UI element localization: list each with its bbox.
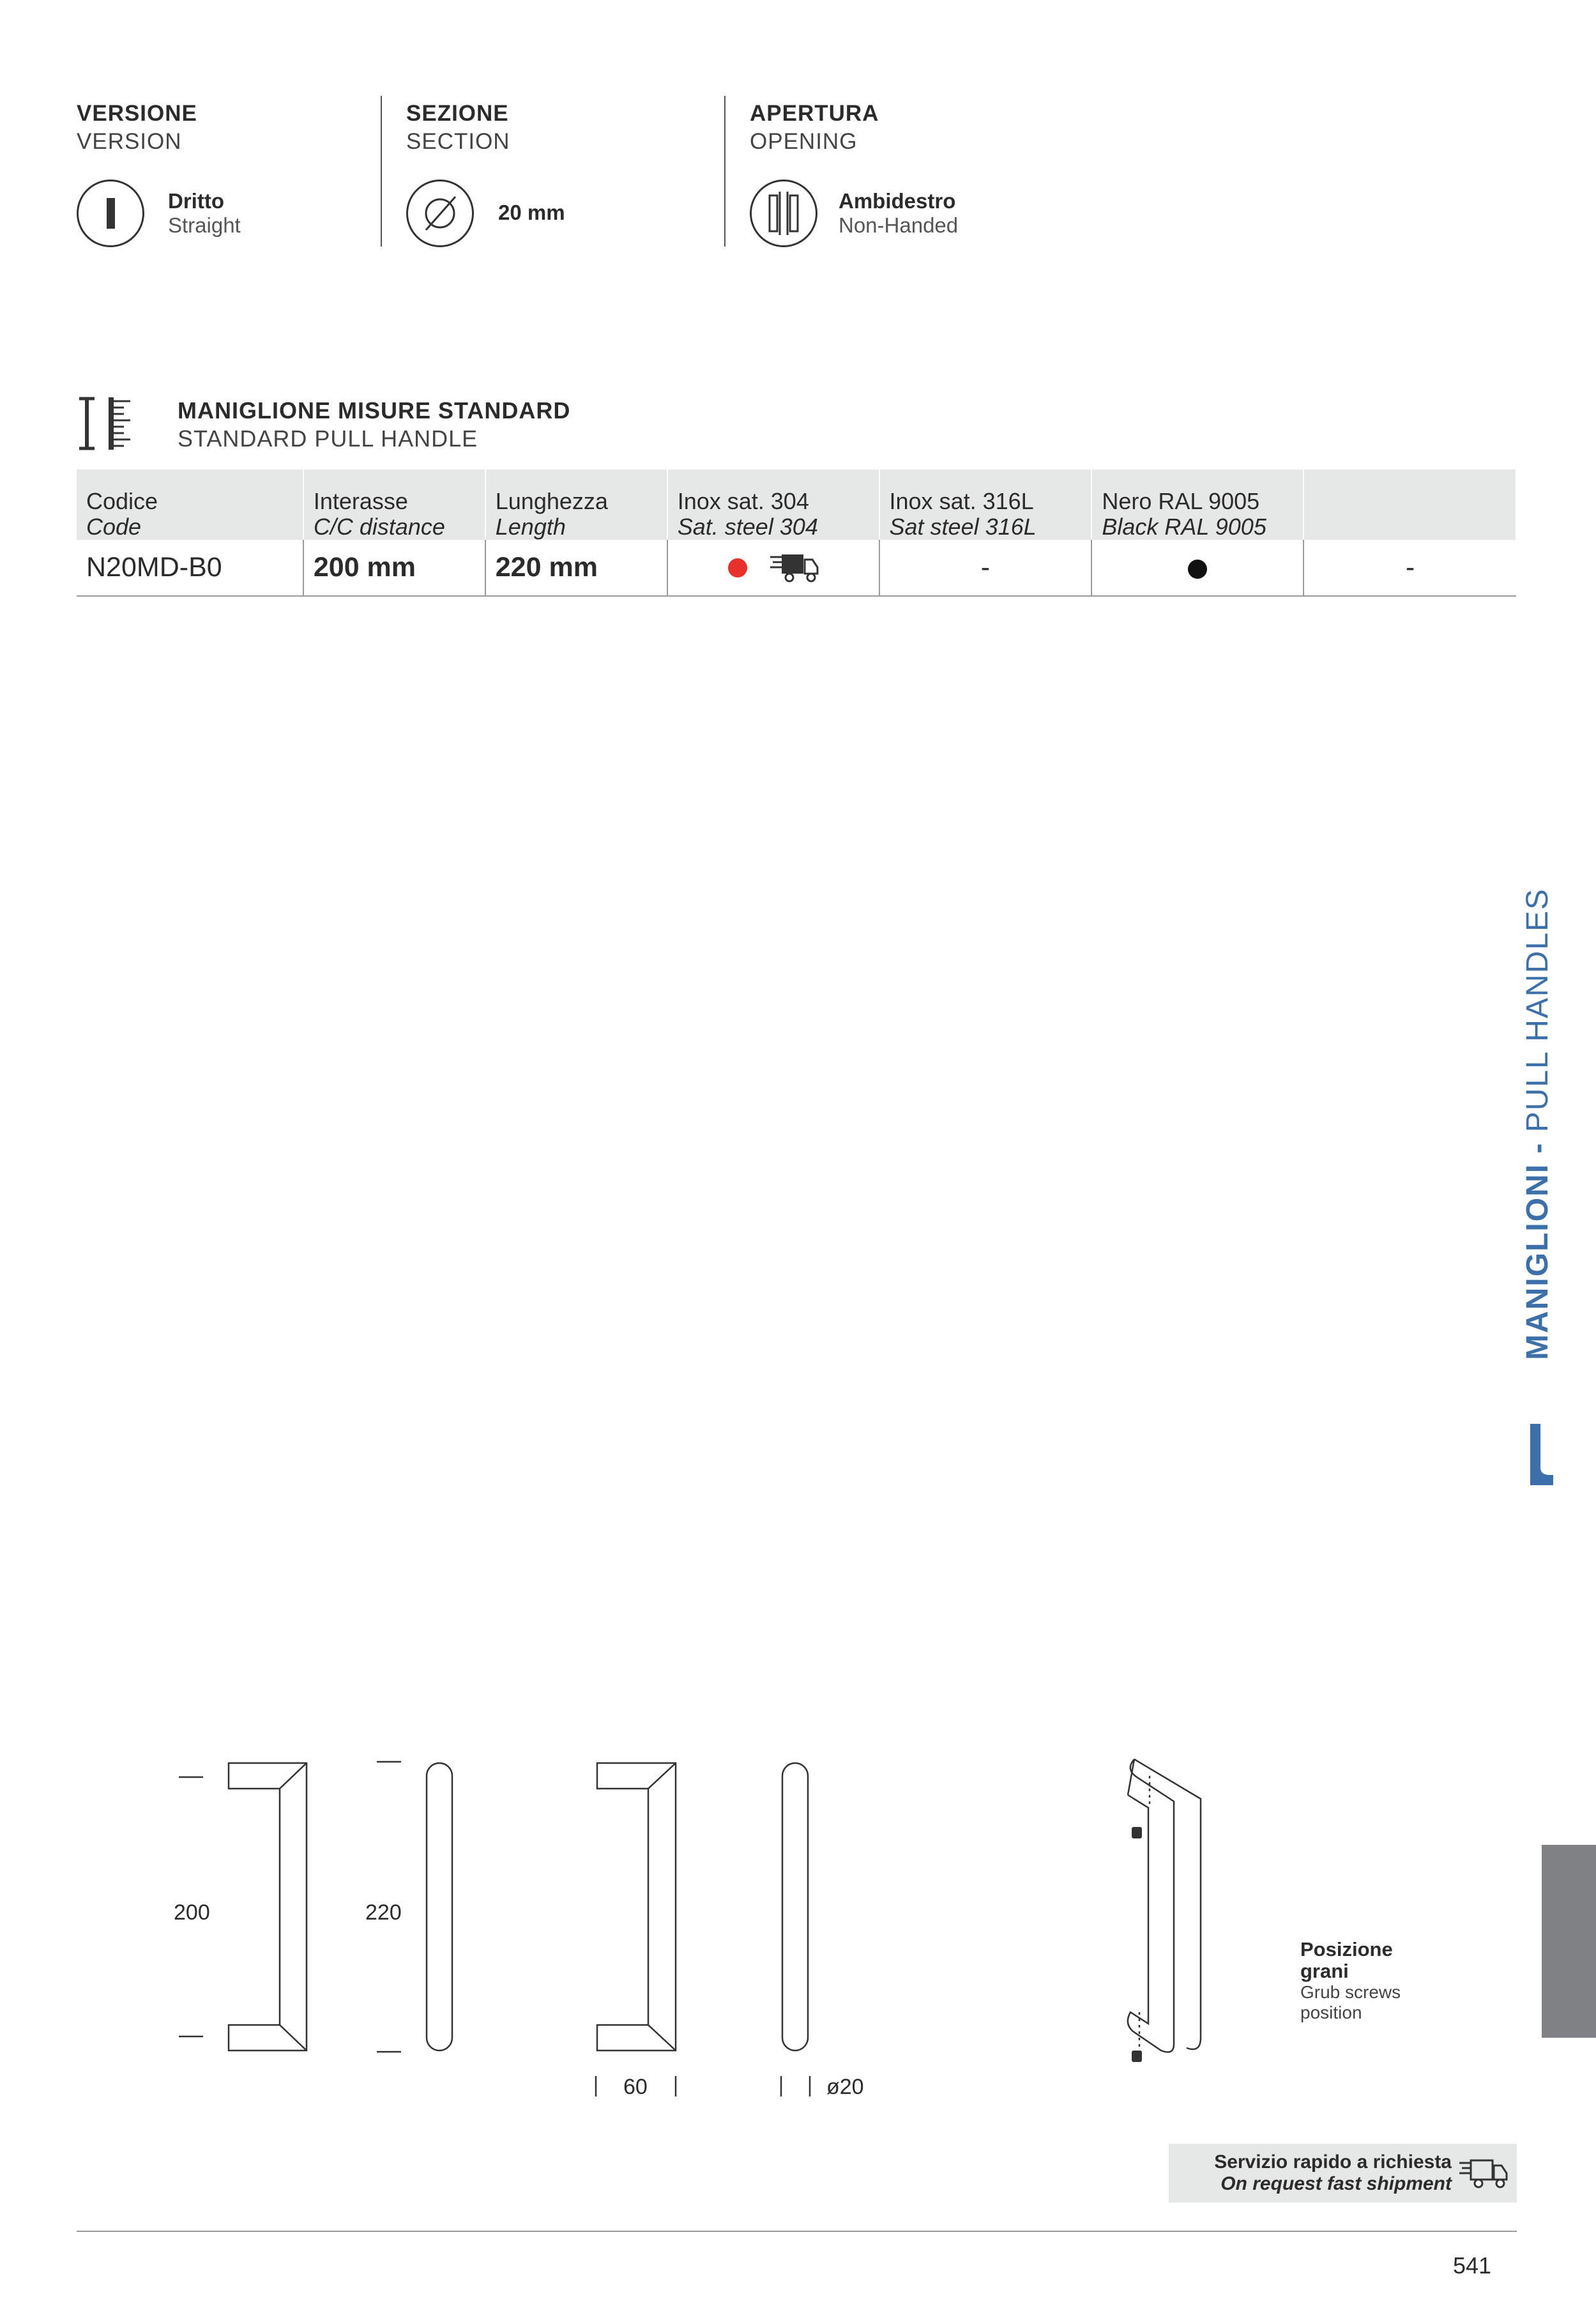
- cell-cc: 200 mm: [303, 540, 485, 596]
- straight-bar-icon: [77, 179, 144, 247]
- section-subtitle: SECTION: [406, 129, 510, 154]
- page-number: 541: [1453, 2252, 1492, 2279]
- double-door-icon: [750, 179, 817, 247]
- red-availability-dot: [728, 558, 747, 577]
- grub-sub-1: Grub screws: [1300, 1982, 1401, 2002]
- spec-table: [77, 470, 1517, 597]
- opening-subtitle: OPENING: [750, 129, 858, 154]
- fast-shipment-note: [1169, 2144, 1517, 2203]
- table-header-row: [77, 470, 1516, 540]
- front-height-label: 200: [174, 1900, 210, 1925]
- grub-sub-2: position: [1300, 2003, 1362, 2022]
- side-category-label: [1520, 888, 1565, 1399]
- technical-drawings: [160, 1744, 901, 2102]
- fast-shipment-truck-icon: [769, 552, 819, 584]
- column-header-black: Nero RAL 9005 Black RAL 9005: [1091, 470, 1303, 540]
- version-option-title: Dritto: [168, 189, 224, 213]
- perspective-handle-drawing: [1111, 1750, 1213, 2070]
- column-header-inox316: Inox sat. 316L Sat steel 316L: [879, 470, 1092, 540]
- cell-black: [1091, 540, 1303, 596]
- page-tab-marker: [1542, 1845, 1596, 2038]
- opening-option-subtitle: Non-Handed: [839, 213, 959, 237]
- header-divider: [381, 96, 382, 247]
- opening-option-title: Ambidestro: [839, 189, 956, 213]
- black-availability-dot: [1188, 560, 1207, 579]
- header-divider: [724, 96, 726, 247]
- version-subtitle: VERSION: [77, 129, 182, 154]
- column-header-code: Codice Code: [77, 470, 303, 540]
- handle-category-icon: [1528, 1421, 1560, 1488]
- opening-title: APERTURA: [750, 101, 879, 126]
- cell-extra: -: [1303, 540, 1516, 596]
- column-header-length: Lunghezza Length: [485, 470, 667, 540]
- grub-title-2: grani: [1300, 1960, 1349, 1982]
- table-row: [77, 540, 1516, 596]
- column-header-extra: [1303, 470, 1516, 540]
- grub-screws-caption: [1300, 1939, 1401, 2023]
- column-header-cc: Interasse C/C distance: [303, 470, 485, 540]
- footer-divider: [77, 2231, 1517, 2232]
- dimension-ruler-icon: [77, 396, 134, 451]
- standard-section-subtitle: STANDARD PULL HANDLE: [178, 425, 478, 452]
- grub-title-1: Posizione: [1300, 1938, 1393, 1960]
- cell-inox316: -: [879, 540, 1092, 596]
- diameter-label: ø20: [826, 2075, 864, 2099]
- column-header-inox304: Inox sat. 304 Sat. steel 304: [667, 470, 879, 540]
- diameter-icon: [406, 179, 474, 247]
- section-option-title: 20 mm: [498, 201, 565, 224]
- fast-shipment-line-2: On request fast shipment: [1220, 2173, 1452, 2194]
- fast-shipment-line-1: Servizio rapido a richiesta: [1214, 2151, 1452, 2173]
- section-title: SEZIONE: [406, 101, 509, 126]
- version-title: VERSIONE: [77, 101, 197, 126]
- side-label-bold: MANIGLIONI -: [1521, 1142, 1554, 1360]
- cell-length: 220 mm: [485, 540, 667, 596]
- cell-inox304: [667, 540, 879, 596]
- cell-code: N20MD-B0: [77, 540, 303, 596]
- fast-shipment-truck-icon: [1458, 2158, 1508, 2190]
- version-option-subtitle: Straight: [168, 213, 241, 237]
- depth-label: 60: [623, 2075, 648, 2099]
- standard-section-title: MANIGLIONE MISURE STANDARD: [178, 397, 571, 424]
- side-length-label: 220: [365, 1900, 402, 1925]
- side-label-light: PULL HANDLES: [1521, 888, 1554, 1142]
